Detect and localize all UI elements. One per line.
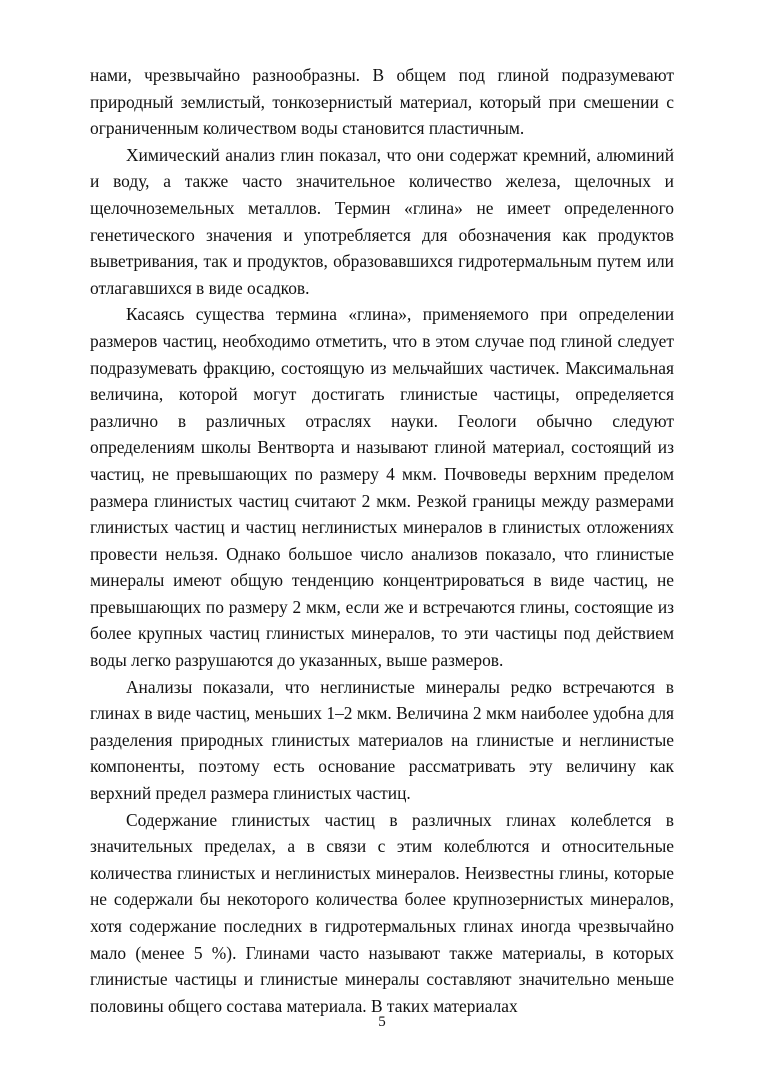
paragraph-particle-size: Касаясь существа термина «глина», применяемого при определении размеров частиц, необходимо отметить, что в этом случае под глиной следует подразумевать фракцию, состоящую из мельчайших частичек. Максимальная величина, которой могут достигать глинистые частицы, определяется различно в различных отраслях науки. Геологи обычно следуют определениям школы Вентворта и называют глиной материал, состоящий из частиц, не превышающих по размеру 4 мкм. Почвоведы верхним пределом размера глинистых частиц считают 2 мкм. Резкой границы между размерами глинистых частиц и частиц неглинистых минералов в глинистых отложениях провести нельзя. Однако большое число анализов показало, что глинистые минералы имеют общую тенденцию концентрироваться в виде частиц, не превышающих по размеру 2 мкм, если же и встречаются глины, состоящие из более крупных частиц глинистых минералов, то эти частицы под действием воды легко разрушаются до указанных, выше размеров. (90, 304, 674, 671)
page-number: 5 (378, 1014, 386, 1030)
paragraph-nonclay-minerals: Анализы показали, что неглинистые минералы редко встречаются в глинах в виде частиц, меньших 1–2 мкм. Величина 2 мкм наиболее удобна для разделения природных глинистых материалов на глинистые и неглинистые компоненты, поэтому есть основание рассматривать эту величину как верхний предел размера глинистых частиц. (90, 676, 674, 804)
paragraph-clay-content: Содержание глинистых частиц в различных глинах колеблется в значительных пределах, а в связи с этим колеблются и относительные количества глинистых и неглинистых минералов. Неизвестны глины, которые не содержали бы некоторого количества более крупнозернистых минералов, хотя содержание последних в гидротермальных глинах иногда чрезвычайно мало (менее 5 %). Глинами часто называют также материалы, в которых глинистые частицы и глинистые минералы составляют значительно меньше половины общего состава материала. В таких материалах (90, 809, 674, 1016)
document-page (90, 62, 674, 1019)
paragraph-continuation: нами, чрезвычайно разнообразны. В общем под глиной подразумевают природный землистый, тонкозернистый материал, который при смешении с ограниченным количеством воды становится пластичным. (90, 65, 674, 139)
paragraph-chemical-analysis: Химический анализ глин показал, что они содержат кремний, алюминий и воду, а также часто значительное количество железа, щелочных и щелочноземельных металлов. Термин «глина» не имеет определенного генетического значения и употребляется для обозначения как продуктов выветривания, так и продуктов, образовавшихся гидротермальным путем или отлагавшихся в виде осадков. (90, 144, 674, 298)
